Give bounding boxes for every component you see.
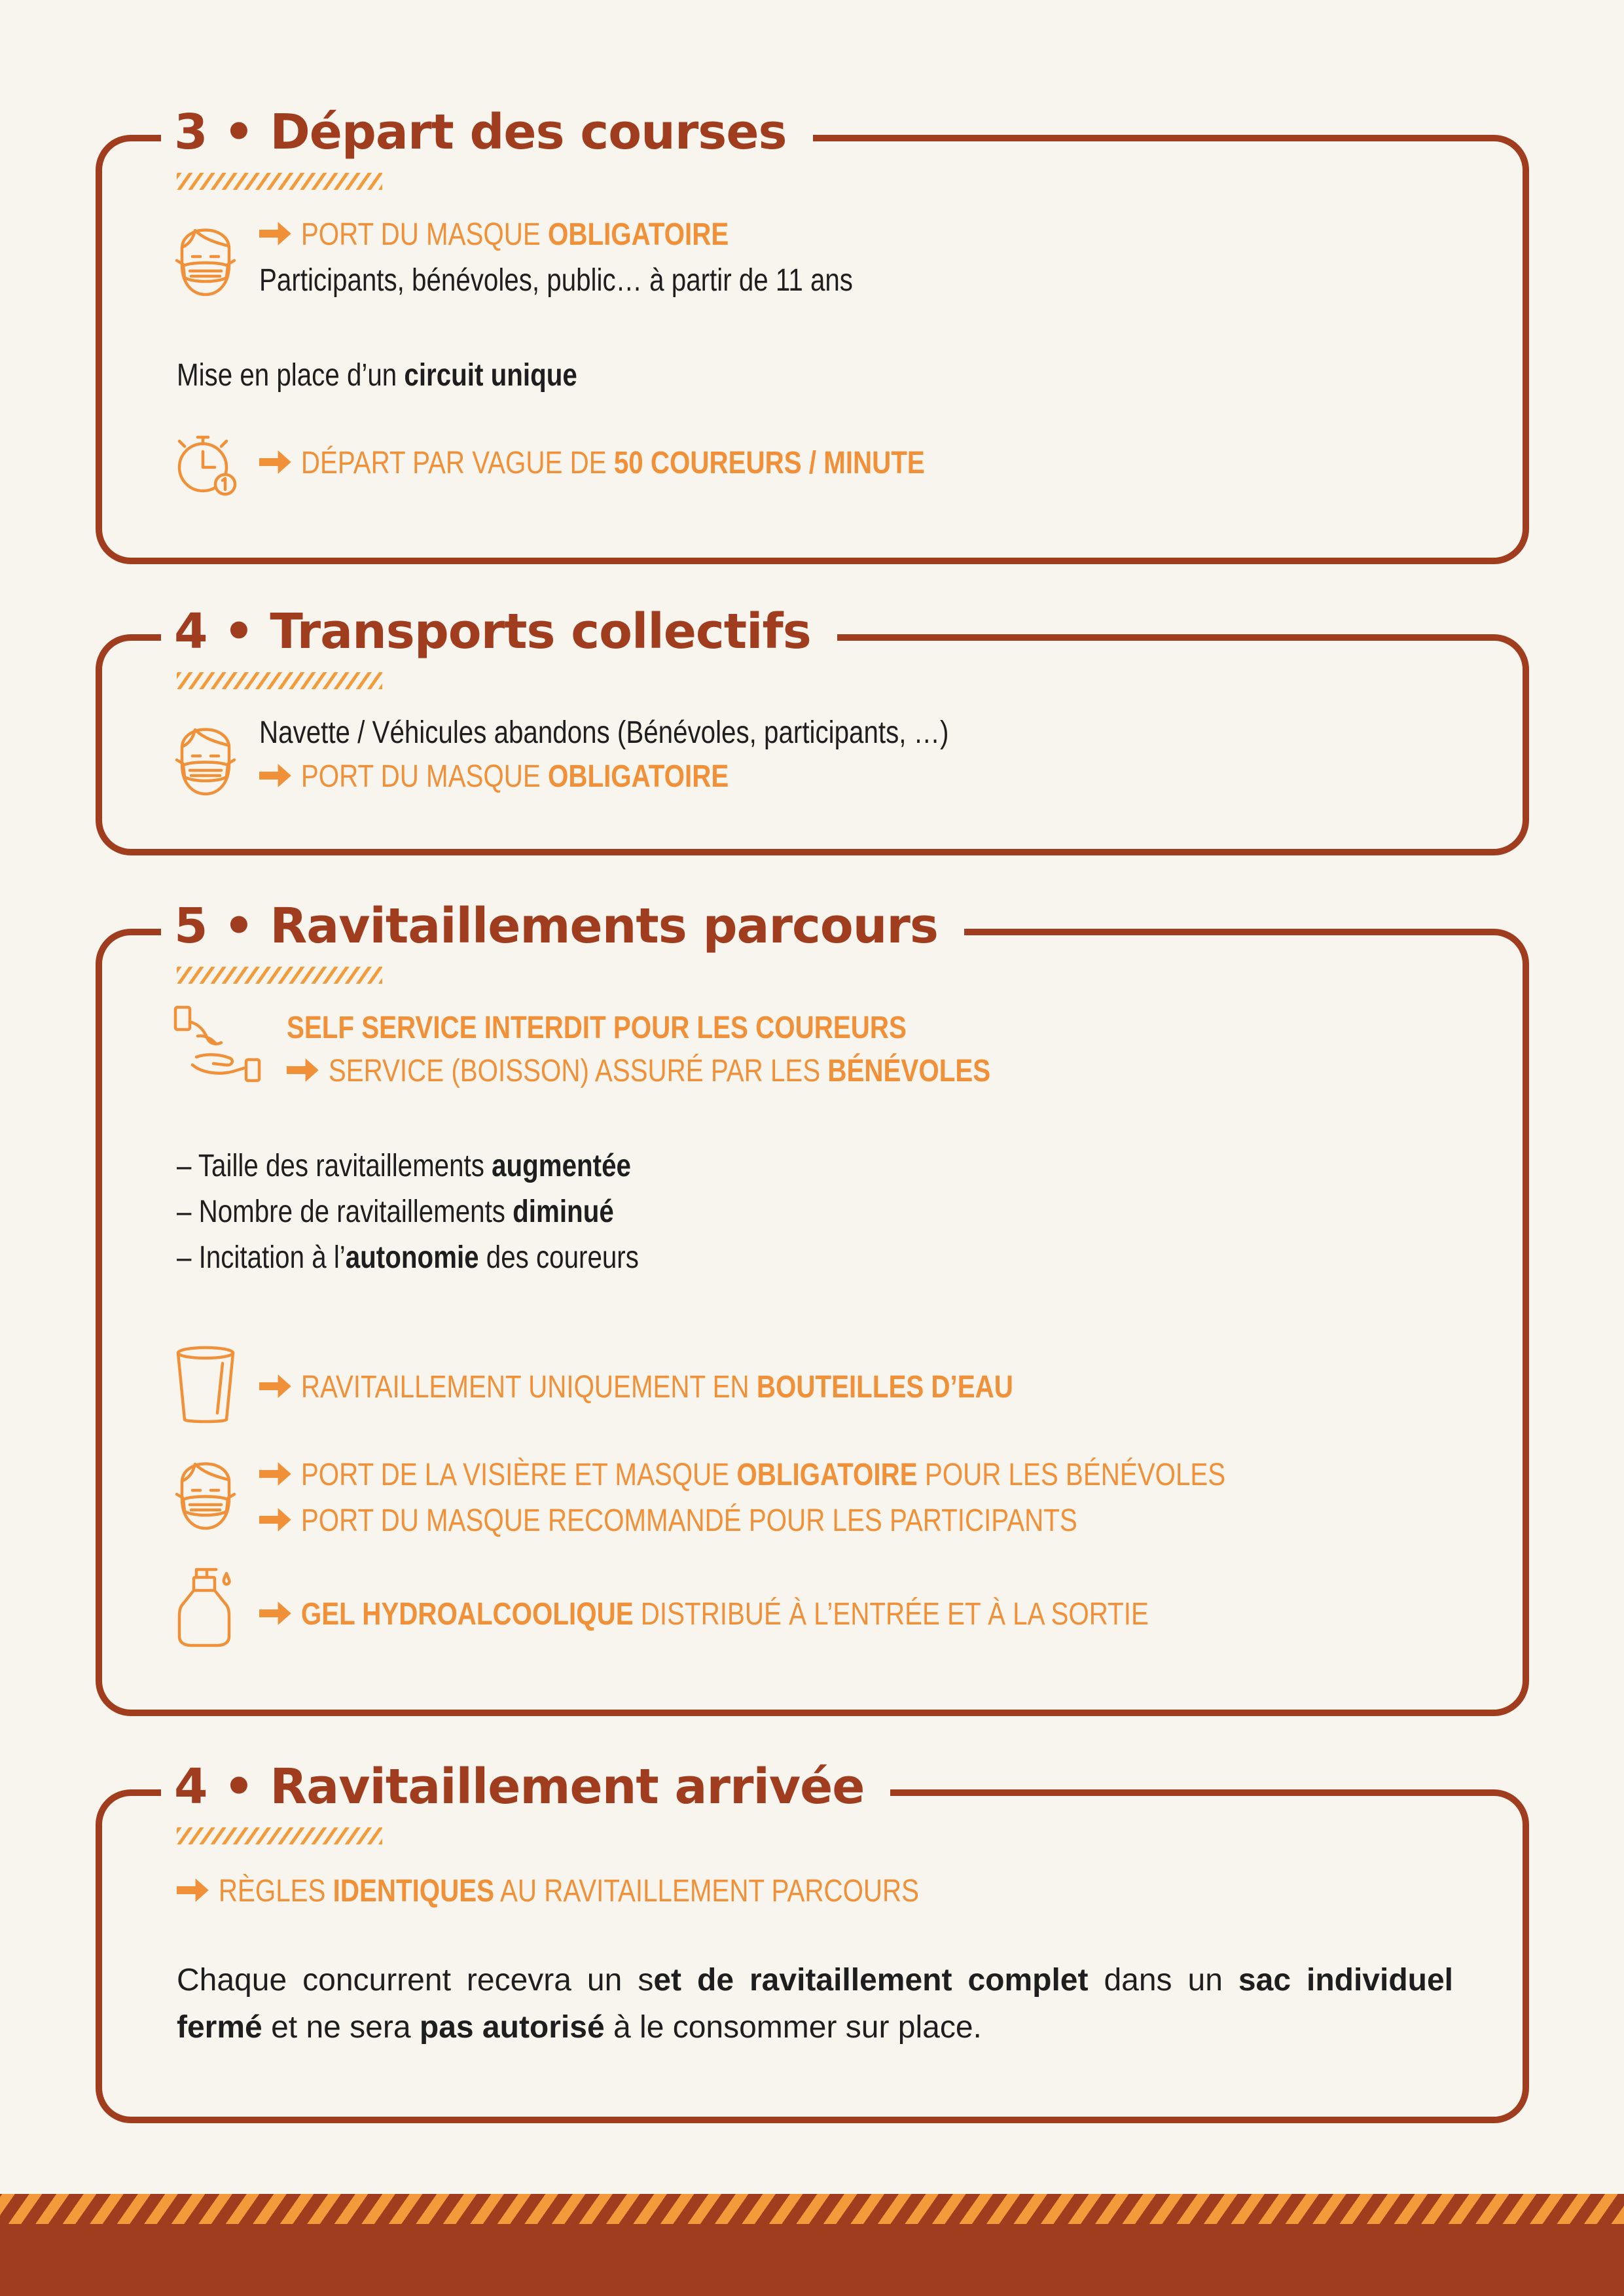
title-hatch	[177, 672, 382, 689]
visiere-label-end: POUR LES BÉNÉVOLES	[917, 1458, 1226, 1492]
service-label: SERVICE (BOISSON) ASSURÉ PAR LES	[328, 1054, 828, 1088]
para-bold: et de ravitaillement complet	[653, 1963, 1089, 1998]
arrivee-paragraph	[177, 1957, 1453, 2051]
list-item	[177, 1145, 631, 1187]
list-item-bold: diminué	[513, 1194, 614, 1229]
service-label-bold: BÉNÉVOLES	[827, 1054, 991, 1088]
bottles-label: RAVITAILLEMENT UNIQUEMENT EN	[300, 1370, 757, 1405]
stopwatch-icon	[175, 432, 237, 496]
footer-stripes	[0, 2194, 1624, 2224]
list-item-text: – Incitation à l’	[177, 1240, 346, 1275]
para-text: dans un	[1088, 1963, 1238, 1998]
depart-label-bold: 50 COUREURS / MINUTE	[613, 446, 925, 480]
section-title: 5 • Ravitaillements parcours	[161, 893, 964, 959]
para-bold: pas autorisé	[419, 2010, 605, 2045]
mask-label: PORT DU MASQUE	[300, 217, 548, 252]
title-hatch	[177, 967, 382, 984]
list-item-text: – Nombre de ravitaillements	[177, 1194, 513, 1229]
arrow-icon	[259, 762, 291, 789]
arrow-icon	[259, 221, 291, 247]
section-frame	[96, 135, 1529, 564]
navette-line: Navette / Véhicules abandons (Bénévoles, participants, …)	[259, 715, 949, 750]
para-text: à le consommer sur place.	[604, 2010, 982, 2045]
gel-label-bold: GEL HYDROALCOOLIQUE	[300, 1597, 634, 1632]
arrow-icon	[259, 1507, 291, 1533]
bottles-rule-line	[259, 1367, 1013, 1408]
arrow-icon	[259, 1461, 291, 1487]
section-ravitaillement-arrivee	[96, 1754, 1529, 2123]
arrow-icon	[177, 1877, 209, 1903]
cup-icon	[174, 1345, 237, 1425]
mask-rule-line	[259, 756, 729, 798]
list-item-bold: augmentée	[492, 1149, 631, 1183]
gel-bottle-icon	[175, 1564, 236, 1648]
bottles-label-bold: BOUTEILLES D’EAU	[756, 1370, 1013, 1405]
mask-label-bold: OBLIGATOIRE	[547, 759, 729, 794]
mask-label-bold: OBLIGATOIRE	[547, 217, 729, 252]
mask-face-icon	[174, 717, 237, 797]
gel-rule-line	[259, 1594, 1149, 1636]
arrow-icon	[259, 449, 291, 475]
service-line	[287, 1050, 990, 1092]
arrow-icon	[287, 1057, 319, 1083]
section-transports	[96, 599, 1529, 855]
circuit-bold: circuit unique	[404, 358, 577, 393]
circuit-text: Mise en place d’un	[177, 358, 405, 393]
section-depart-courses	[96, 99, 1529, 564]
regles-label: RÈGLES	[218, 1874, 333, 1909]
gel-label: DISTRIBUÉ À L’ENTRÉE ET À LA SORTIE	[633, 1597, 1149, 1632]
list-item	[177, 1191, 614, 1233]
mask-rule-line	[259, 214, 729, 256]
section-title: 3 • Départ des courses	[161, 99, 813, 165]
list-item	[177, 1237, 639, 1279]
para-bold: sac individuel fermé	[177, 1963, 1454, 2045]
hand-service-icon	[173, 1005, 264, 1086]
title-hatch	[177, 173, 382, 190]
mask-face-icon	[174, 1451, 237, 1531]
mask-face-icon	[174, 217, 237, 297]
list-item-text: – Taille des ravitaillements	[177, 1149, 492, 1183]
section-title: 4 • Ravitaillement arrivée	[161, 1754, 890, 1820]
arrow-icon	[259, 1373, 291, 1399]
title-hatch	[177, 1827, 382, 1844]
section-ravitaillements-parcours	[96, 893, 1529, 1716]
recommande-label: PORT DU MASQUE RECOMMANDÉ POUR LES PARTICIPANTS	[300, 1503, 1077, 1538]
footer-band	[0, 2224, 1624, 2296]
regles-rule-line	[177, 1871, 919, 1912]
self-service-line: SELF SERVICE INTERDIT POUR LES COUREURS	[287, 1011, 907, 1045]
depart-label: DÉPART PAR VAGUE DE	[300, 446, 614, 480]
para-text: Chaque concurrent recevra un s	[177, 1963, 654, 1998]
para-text: et ne sera	[262, 2010, 420, 2045]
list-item-suffix: des coureurs	[478, 1240, 639, 1275]
participants-line: Participants, bénévoles, public… à partir de 11 ans	[259, 263, 853, 298]
regles-label-bold: IDENTIQUES	[333, 1874, 495, 1909]
visiere-label-bold: OBLIGATOIRE	[736, 1458, 918, 1492]
mask-label: PORT DU MASQUE	[300, 759, 548, 794]
depart-rule-line	[259, 442, 925, 484]
section-title: 4 • Transports collectifs	[161, 599, 837, 664]
visiere-label: PORT DE LA VISIÈRE ET MASQUE	[300, 1458, 737, 1492]
recommande-rule-line	[259, 1500, 1077, 1542]
regles-label-end: AU RAVITAILLEMENT PARCOURS	[494, 1874, 920, 1909]
list-item-bold: autonomie	[345, 1240, 479, 1275]
circuit-line	[177, 355, 577, 397]
visiere-rule-line	[259, 1454, 1225, 1496]
arrow-icon	[259, 1600, 291, 1626]
